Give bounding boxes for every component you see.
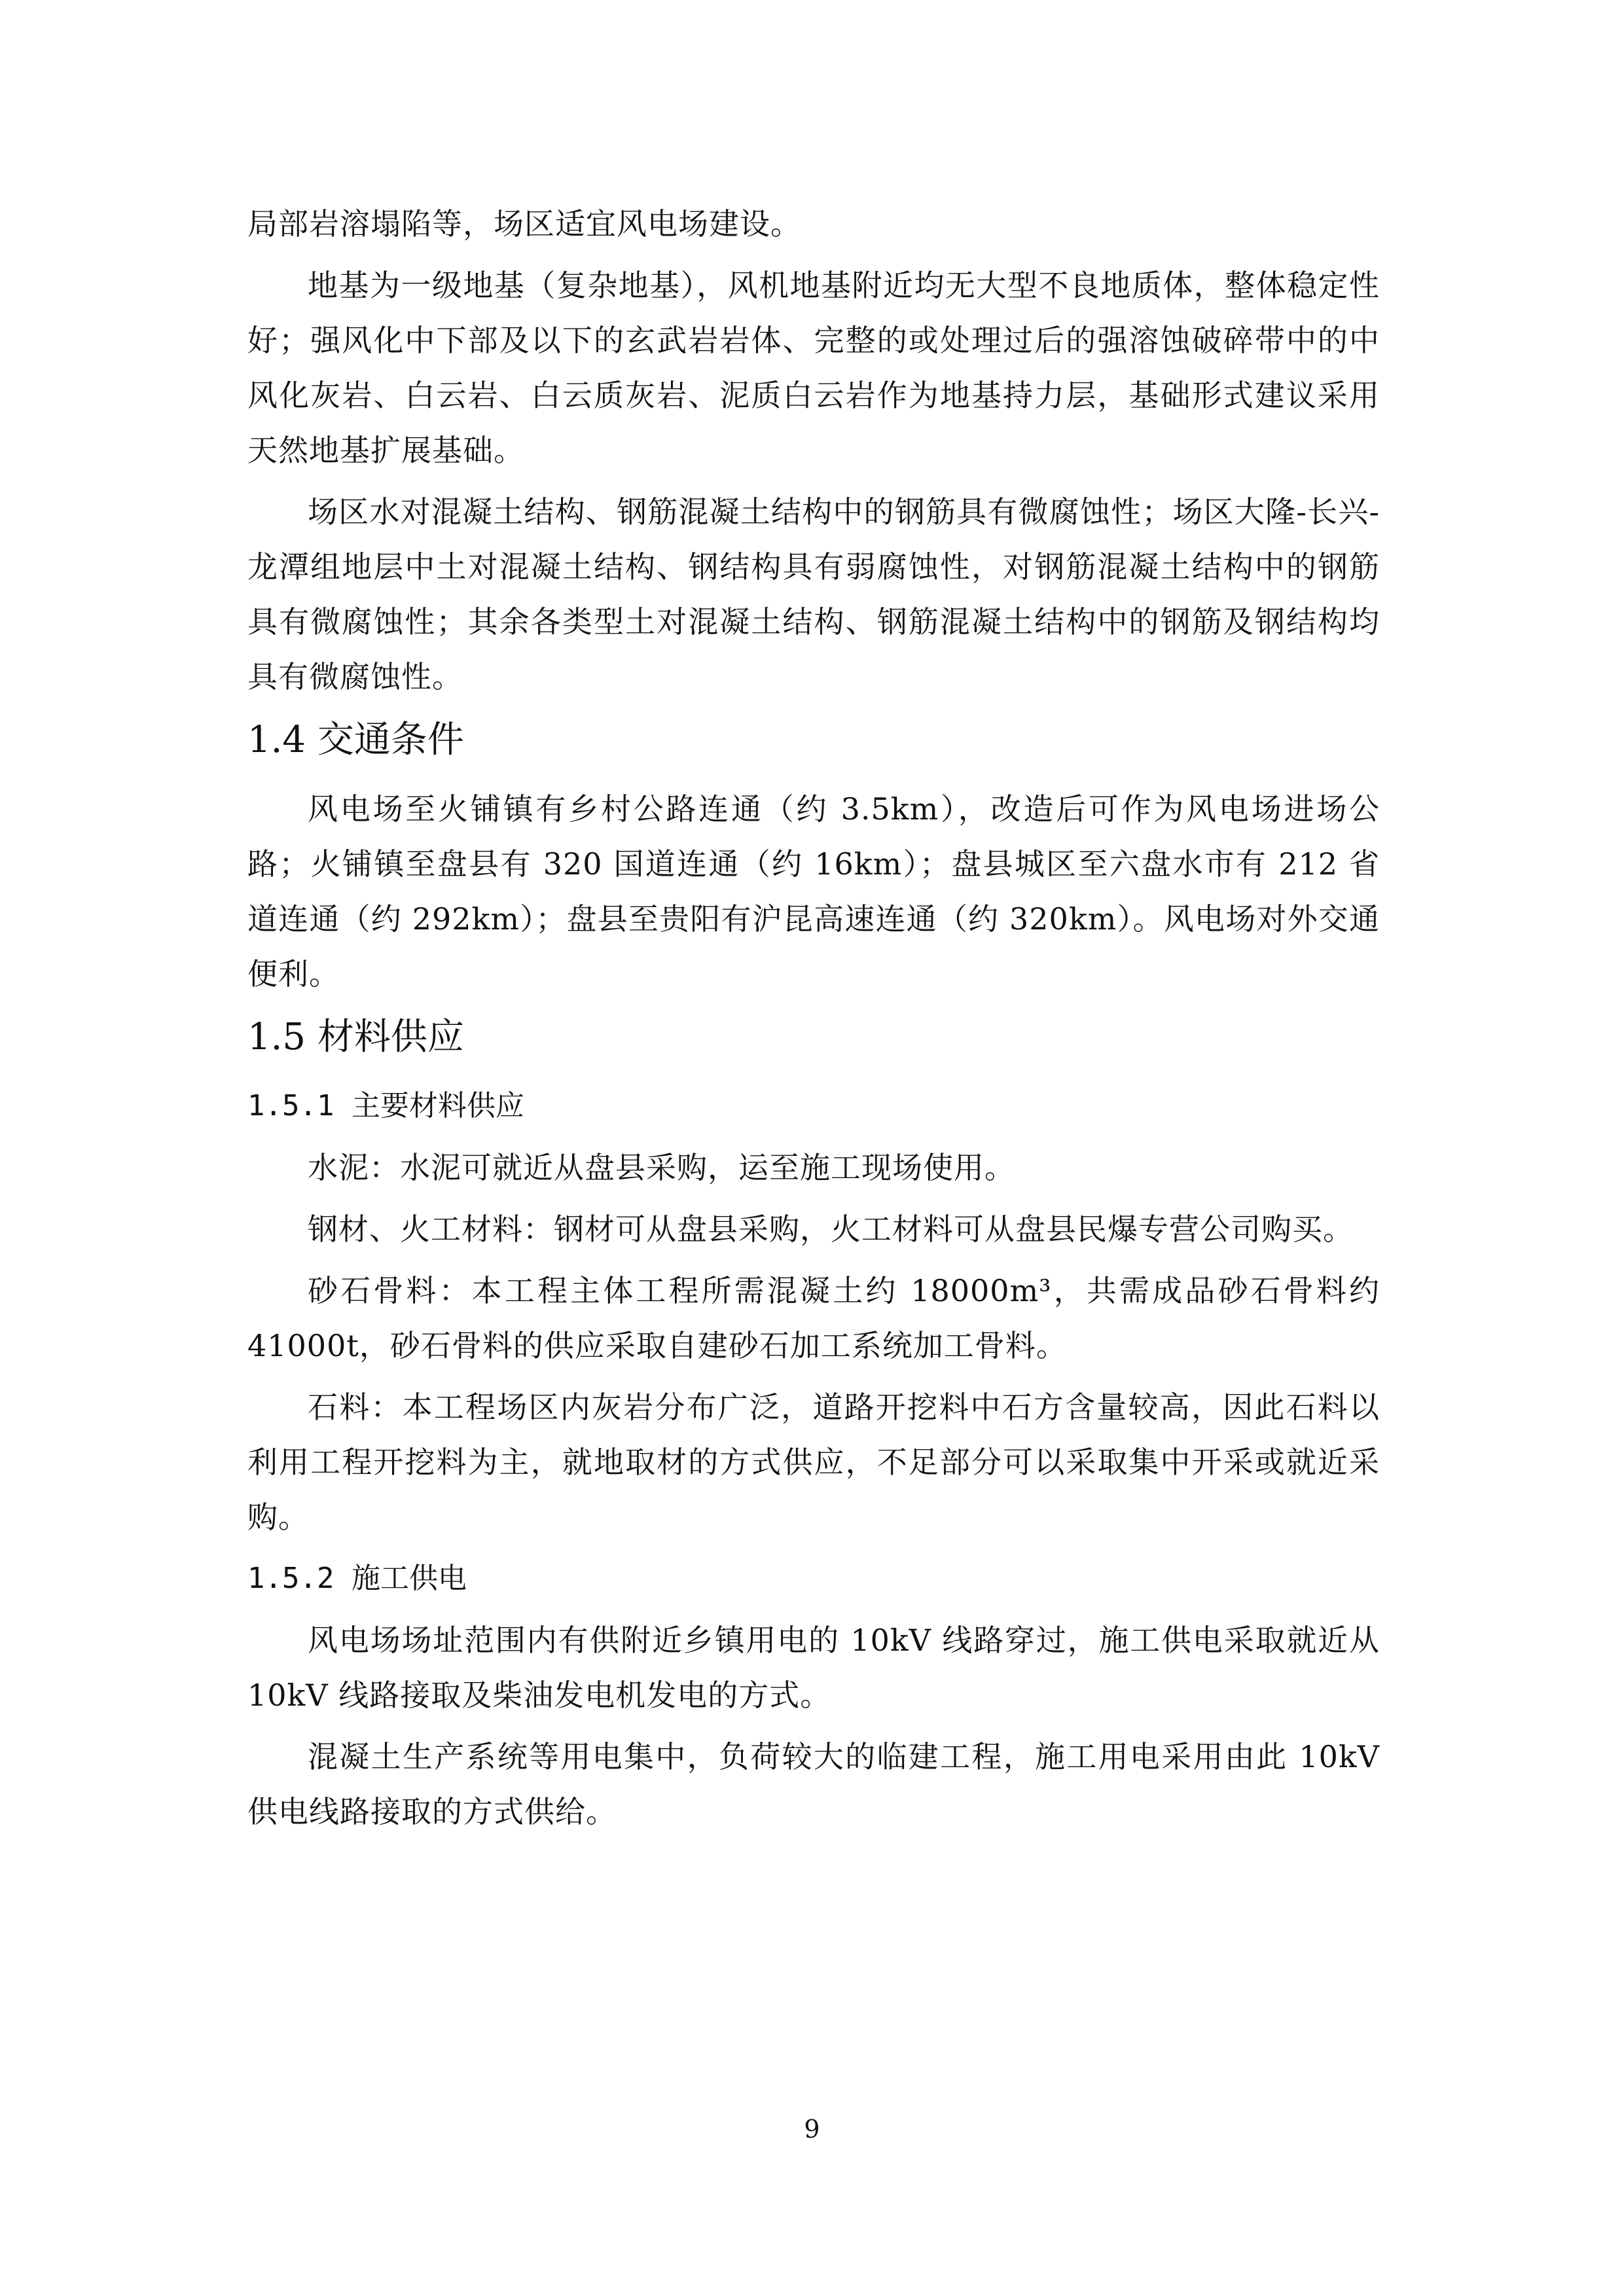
paragraph-aggregate: 砂石骨料：本工程主体工程所需混凝土约 18000m³，共需成品砂石骨料约 41000t，砂石骨料的供应采取自建砂石加工系统加工骨料。 — [247, 1273, 1380, 1363]
paragraph-continuation: 局部岩溶塌陷等，场区适宜风电场建设。 — [247, 206, 801, 242]
subsection-heading-power-supply: 1.5.2 施工供电 — [247, 1562, 467, 1595]
section-heading-traffic: 1.4 交通条件 — [247, 719, 464, 761]
paragraph-foundation: 地基为一级地基（复杂地基），风机地基附近均无大型不良地质体，整体稳定性好；强风化中下部及以下的玄武岩岩体、完整的或处理过后的强溶蚀破碎带中的中风化灰岩、白云岩、白云质灰岩、泥质白云岩作为地基持力层，基础形式建议采用天然地基扩展基础。 — [247, 268, 1380, 468]
section-heading-materials: 1.5 材料供应 — [247, 1016, 464, 1058]
subsection-heading-main-materials: 1.5.1 主要材料供应 — [247, 1089, 524, 1122]
paragraph-cement: 水泥：水泥可就近从盘县采购，运至施工现场使用。 — [308, 1150, 1015, 1185]
document-body — [247, 196, 1380, 1846]
paragraph-power-concrete: 混凝土生产系统等用电集中，负荷较大的临建工程，施工用电采用由此 10kV 供电线路接取的方式供给。 — [247, 1739, 1380, 1829]
paragraph-power-line: 风电场场址范围内有供附近乡镇用电的 10kV 线路穿过，施工供电采取就近从 10kV 线路接取及柴油发电机发电的方式。 — [247, 1623, 1380, 1713]
page-number: 9 — [804, 2115, 820, 2144]
paragraph-corrosion: 场区水对混凝土结构、钢筋混凝土结构中的钢筋具有微腐蚀性；场区大隆-长兴-龙潭组地层中土对混凝土结构、钢结构具有弱腐蚀性，对钢筋混凝土结构中的钢筋具有微腐蚀性；其余各类型土对混凝土结构、钢筋混凝土结构中的钢筋及钢结构均具有微腐蚀性。 — [247, 494, 1380, 694]
paragraph-steel-explosives: 钢材、火工材料：钢材可从盘县采购，火工材料可从盘县民爆专营公司购买。 — [308, 1211, 1354, 1247]
paragraph-stone: 石料：本工程场区内灰岩分布广泛，道路开挖料中石方含量较高，因此石料以利用工程开挖料为主，就地取材的方式供应，不足部分可以采取集中开采或就近采购。 — [247, 1390, 1380, 1535]
paragraph-traffic: 风电场至火铺镇有乡村公路连通（约 3.5km），改造后可作为风电场进场公路；火铺镇至盘县有 320 国道连通（约 16km）；盘县城区至六盘水市有 212 省道连通（约 292km）；盘县至贵阳有沪昆高速连通（约 320km）。风电场对外交通便利。 — [247, 791, 1380, 992]
